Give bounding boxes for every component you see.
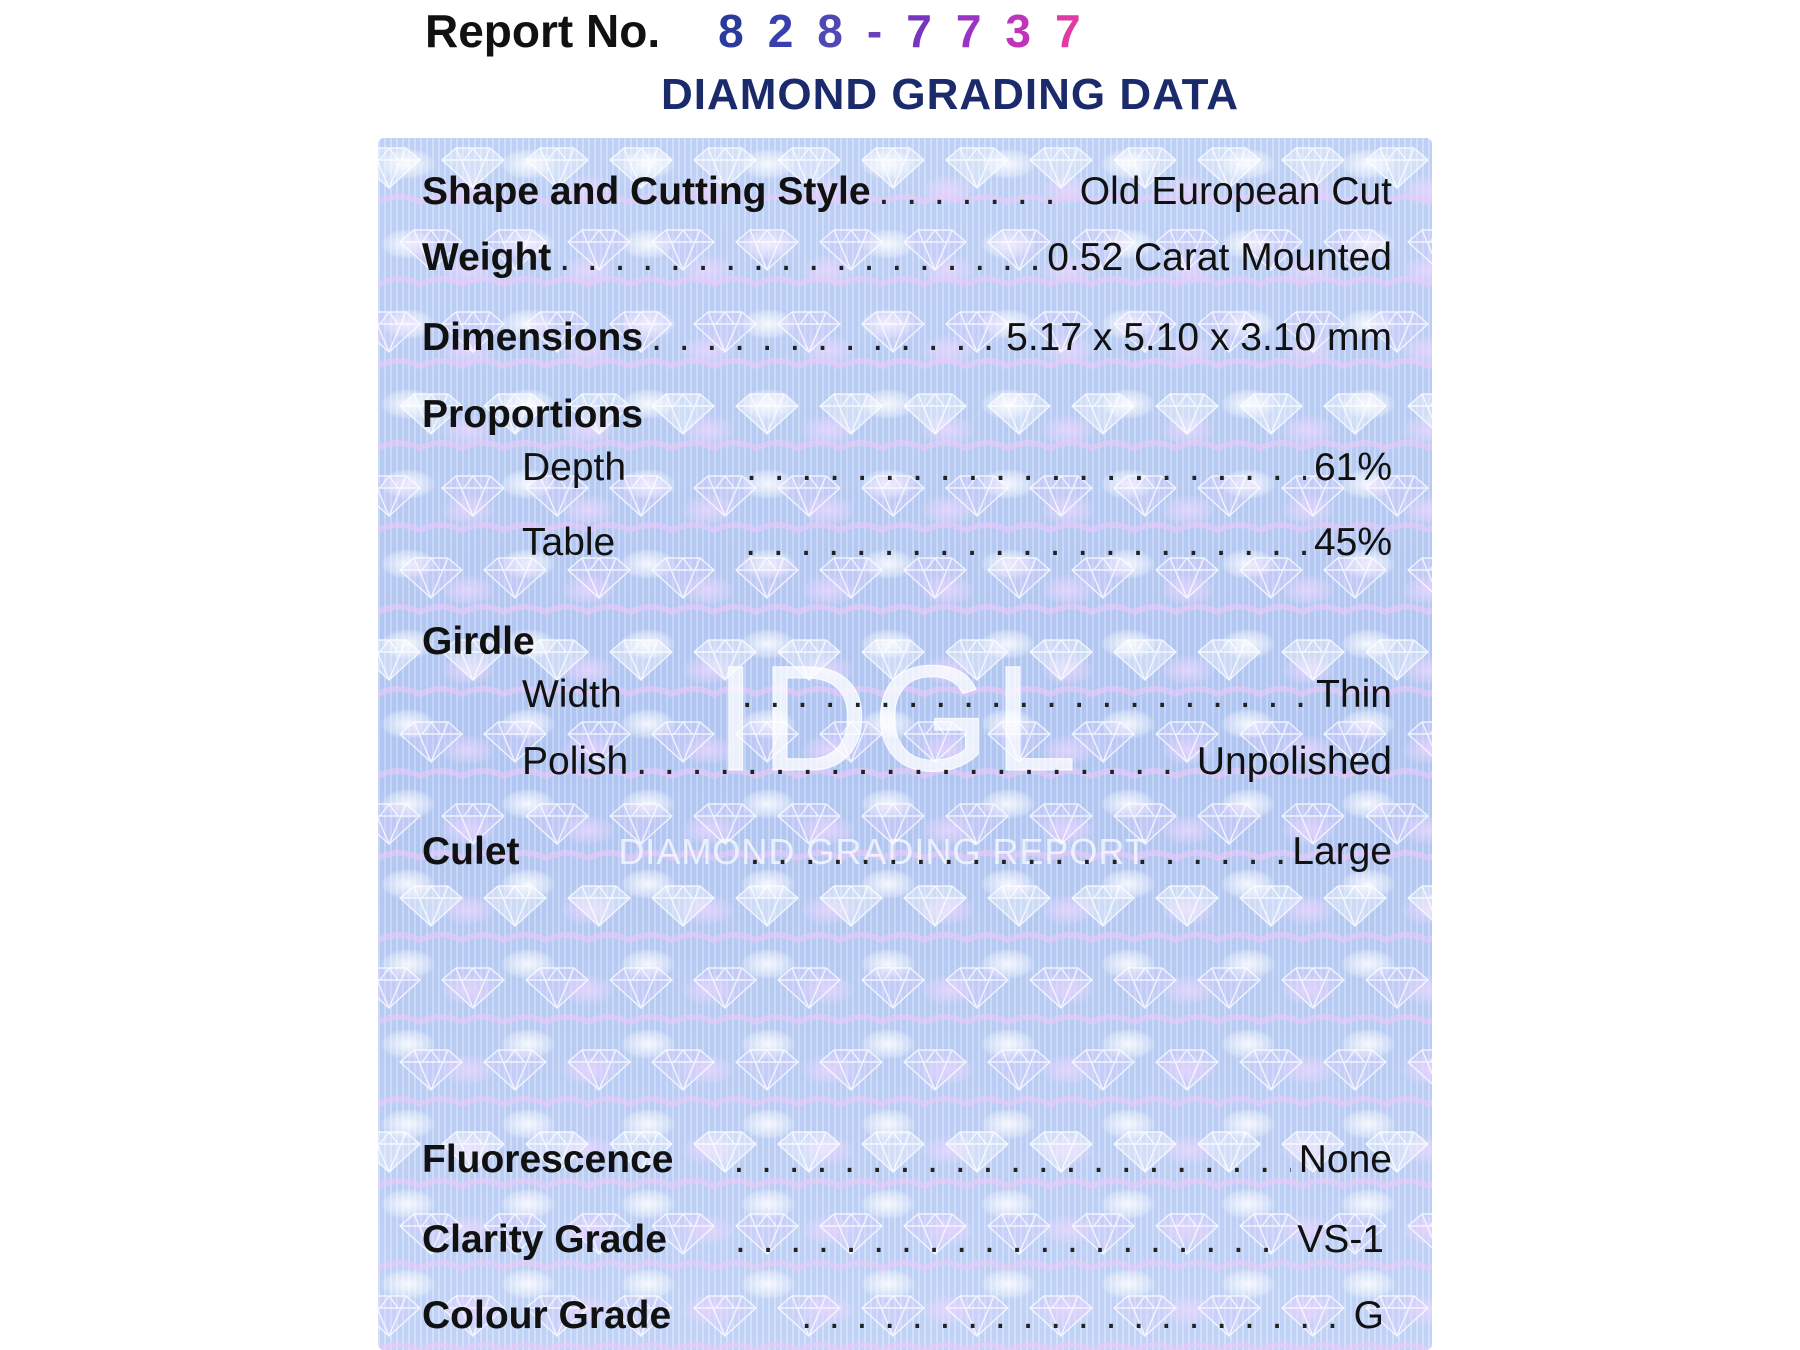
weight-label: Weight (422, 236, 552, 279)
row-polish (422, 740, 1392, 784)
leader-dots (651, 316, 998, 360)
watermark-tagline: DIAMOND GRADING REPORT (618, 831, 1148, 872)
dimensions-label: Dimensions (422, 316, 644, 359)
row-depth (422, 446, 1392, 490)
leader-dots (801, 1294, 1345, 1338)
table-label: Table (522, 521, 616, 564)
leader-dots (636, 740, 1189, 784)
colour-value: G (1353, 1294, 1384, 1337)
width-label: Width (522, 673, 622, 716)
leader-dots (746, 446, 1306, 490)
report-digit: 7 (906, 5, 944, 57)
row-width (422, 673, 1392, 717)
report-number (425, 0, 1105, 62)
leader-dots (742, 673, 1308, 717)
depth-label: Depth (522, 446, 627, 489)
leader-dots (750, 830, 1285, 874)
leader-dots (879, 170, 1072, 214)
page-title: DIAMOND GRADING DATA (660, 70, 1240, 119)
table-value: 45% (1313, 521, 1392, 564)
clarity-label: Clarity Grade (422, 1218, 667, 1261)
report-digit: 8 (718, 5, 756, 57)
report-digit: 7 (1055, 5, 1093, 57)
row-clarity (422, 1218, 1384, 1262)
girdle-heading: Girdle (422, 620, 535, 663)
shape-label: Shape and Cutting Style (422, 170, 871, 213)
colour-label: Colour Grade (422, 1294, 672, 1337)
report-digit: 7 (955, 5, 994, 57)
report-number-label: Report No. (425, 5, 661, 57)
row-table (422, 521, 1392, 565)
leader-dots (745, 521, 1306, 565)
report-digit: - (866, 5, 895, 57)
dimensions-value: 5.17 x 5.10 x 3.10 mm (1006, 316, 1392, 359)
row-dimensions (422, 316, 1392, 360)
row-shape (422, 170, 1392, 214)
proportions-heading: Proportions (422, 393, 643, 436)
report-number-value (718, 4, 1104, 58)
row-weight (422, 236, 1392, 280)
leader-dots (559, 236, 1039, 280)
culet-label: Culet (422, 830, 520, 873)
fluorescence-value: None (1298, 1138, 1392, 1181)
row-colour (422, 1294, 1384, 1338)
width-value: Thin (1316, 673, 1392, 716)
row-culet (422, 830, 1392, 874)
shape-value: Old European Cut (1079, 170, 1392, 213)
depth-value: 61% (1313, 446, 1392, 489)
polish-label: Polish (522, 740, 629, 783)
report-digit: 2 (767, 5, 806, 57)
polish-value: Unpolished (1196, 740, 1392, 783)
fluorescence-label: Fluorescence (422, 1138, 674, 1181)
report-digit: 3 (1005, 5, 1043, 57)
watermark-logo: IDGL (714, 634, 1082, 802)
row-fluorescence (422, 1138, 1392, 1182)
leader-dots (733, 1138, 1290, 1182)
report-digit: 8 (817, 5, 855, 57)
weight-value: 0.52 Carat Mounted (1047, 236, 1392, 279)
culet-value: Large (1292, 830, 1392, 873)
leader-dots (735, 1218, 1289, 1262)
clarity-value: VS-1 (1297, 1218, 1384, 1261)
